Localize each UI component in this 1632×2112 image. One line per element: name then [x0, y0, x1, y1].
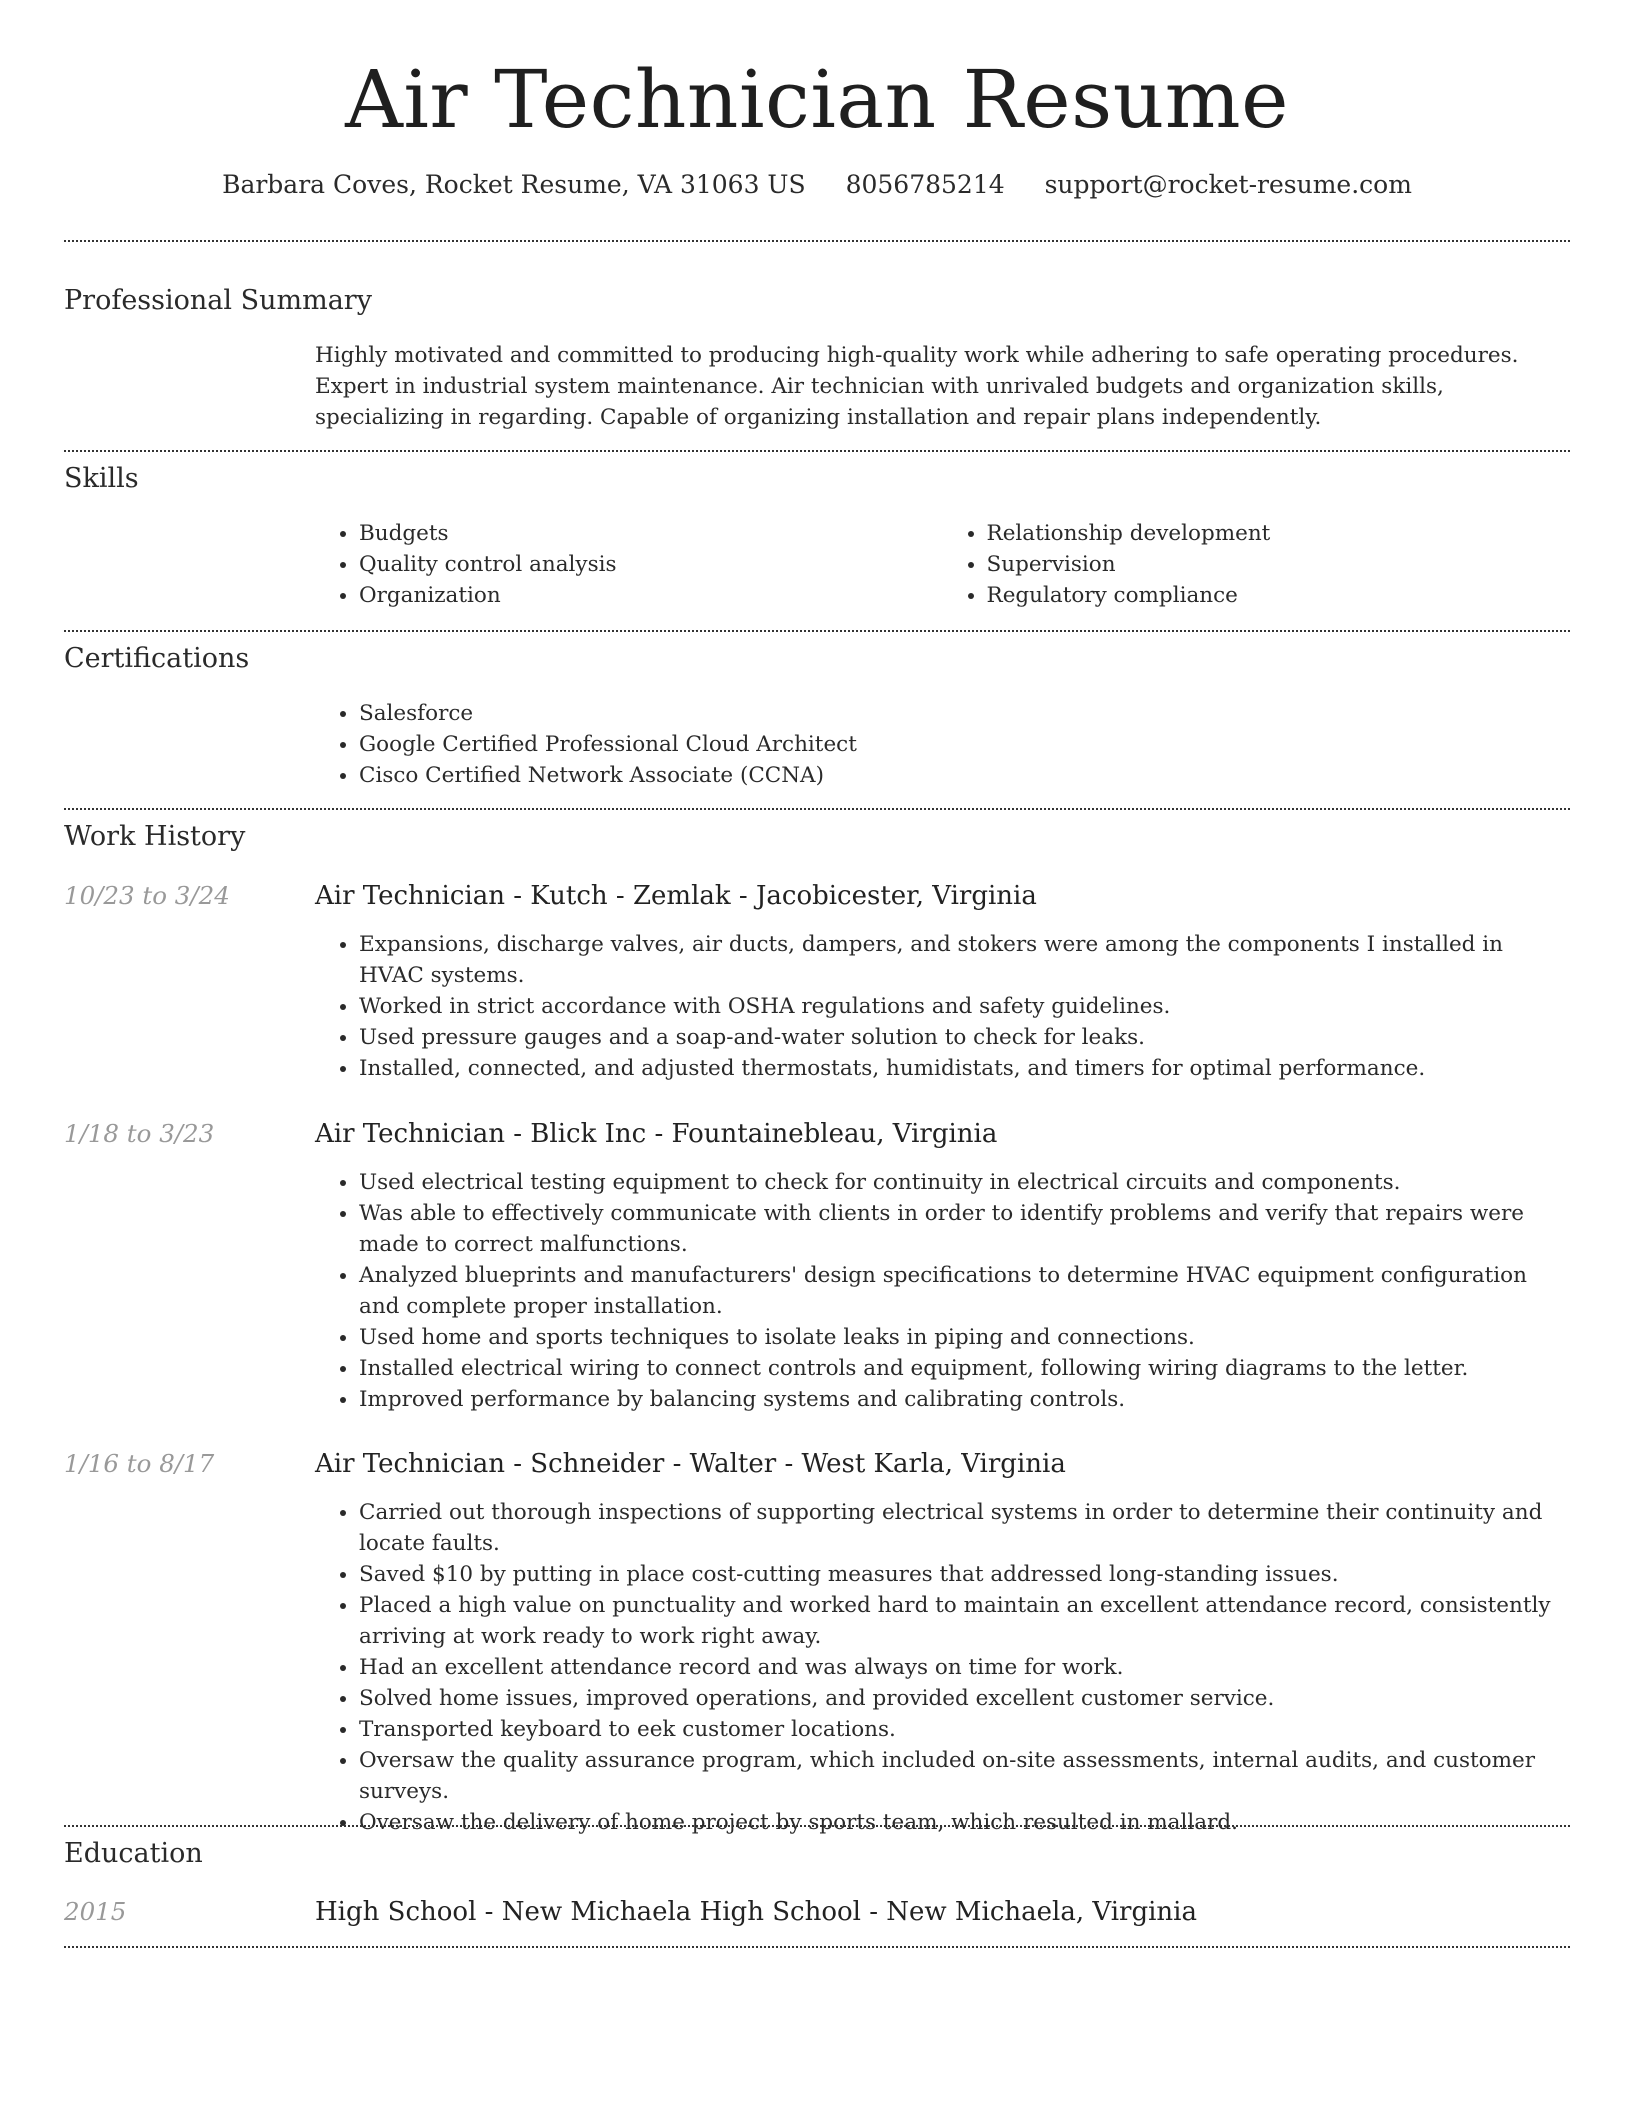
job-bullet: • Was able to effectively communicate with clients in order to identify problems and verify that repairs were made to correct malfunctions.: [359, 1198, 1570, 1260]
job-bullet: • Worked in strict accordance with OSHA regulations and safety guidelines.: [359, 991, 1570, 1022]
certifications-list: [315, 698, 1570, 791]
contact-info: [64, 168, 1570, 202]
job-bullet: • Oversaw the quality assurance program, which included on-site assessments, internal audits, and customer surveys.: [359, 1745, 1570, 1807]
skills-column-right: [943, 518, 1571, 611]
job-dates: 10/23 to 3/24: [64, 881, 230, 910]
summary-section: [315, 340, 1570, 433]
education-heading: Education: [64, 1838, 203, 1869]
education-year: 2015: [64, 1897, 127, 1926]
contact-email[interactable]: support@rocket-resume.com: [1044, 170, 1412, 199]
contact-address: Barbara Coves, Rocket Resume, VA 31063 US: [222, 170, 806, 199]
job-bullet: • Transported keyboard to eek customer locations.: [359, 1714, 1570, 1745]
skill-item: • Budgets: [359, 518, 943, 549]
job-bullet: • Expansions, discharge valves, air ducts, dampers, and stokers were among the components I installed in HVAC systems.: [359, 929, 1570, 991]
summary-heading: Professional Summary: [64, 285, 372, 316]
job-title: Air Technician - Blick Inc - Fountainebleau, Virginia: [315, 1119, 998, 1149]
job-bullets: [315, 1167, 1570, 1415]
job-bullet: • Carried out thorough inspections of supporting electrical systems in order to determine their continuity and locate faults.: [359, 1497, 1570, 1559]
certifications-heading: Certifications: [64, 643, 250, 674]
skill-item: • Regulatory compliance: [987, 580, 1571, 611]
job-bullet: • Used home and sports techniques to isolate leaks in piping and connections.: [359, 1322, 1570, 1353]
skill-item: • Quality control analysis: [359, 549, 943, 580]
divider: [64, 450, 1570, 452]
job-title: Air Technician - Schneider - Walter - West Karla, Virginia: [315, 1449, 1066, 1479]
job-bullet: • Solved home issues, improved operations, and provided excellent customer service.: [359, 1683, 1570, 1714]
skill-item: • Organization: [359, 580, 943, 611]
job-bullets: [315, 1497, 1570, 1838]
certification-item: • Salesforce: [359, 698, 1570, 729]
certification-item: • Cisco Certified Network Associate (CCNA): [359, 760, 1570, 791]
divider: [64, 630, 1570, 632]
job-dates: 1/18 to 3/23: [64, 1119, 215, 1148]
skills-list: [315, 518, 1570, 611]
divider: [64, 1946, 1570, 1948]
skills-heading: Skills: [64, 463, 139, 494]
skill-item: • Relationship development: [987, 518, 1571, 549]
job-bullet: • Oversaw the delivery of home project by sports team, which resulted in mallard.: [359, 1807, 1570, 1838]
skills-column-left: [315, 518, 943, 611]
job-bullet: • Analyzed blueprints and manufacturers' design specifications to determine HVAC equipment configuration and complete proper installation.: [359, 1260, 1570, 1322]
education-entry: High School - New Michaela High School - New Michaela, Virginia: [315, 1897, 1197, 1927]
job-bullet: • Used pressure gauges and a soap-and-water solution to check for leaks.: [359, 1022, 1570, 1053]
job-dates: 1/16 to 8/17: [64, 1449, 215, 1478]
divider: [64, 1825, 1570, 1827]
job-bullets: [315, 929, 1570, 1084]
divider: [64, 240, 1570, 242]
contact-phone: 8056785214: [845, 170, 1005, 199]
job-bullet: • Placed a high value on punctuality and worked hard to maintain an excellent attendance record, consistently arriving at work ready to work right away.: [359, 1590, 1570, 1652]
job-title: Air Technician - Kutch - Zemlak - Jacobicester, Virginia: [315, 881, 1037, 911]
job-bullet: • Had an excellent attendance record and was always on time for work.: [359, 1652, 1570, 1683]
work-history-heading: Work History: [64, 821, 246, 852]
job-bullet: • Installed electrical wiring to connect controls and equipment, following wiring diagrams to the letter.: [359, 1353, 1570, 1384]
divider: [64, 808, 1570, 810]
job-bullet: • Improved performance by balancing systems and calibrating controls.: [359, 1384, 1570, 1415]
job-bullet: • Used electrical testing equipment to check for continuity in electrical circuits and components.: [359, 1167, 1570, 1198]
summary-text: Highly motivated and committed to producing high-quality work while adhering to safe operating procedures. Expert in industrial system maintenance. Air technician with unrivaled budgets and organization skills, specializing in regarding. Capable of organizing installation and repair plans independently.: [315, 343, 1519, 430]
resume-title: Air Technician Resume: [345, 53, 1289, 146]
skill-item: • Supervision: [987, 549, 1571, 580]
job-bullet: • Saved $10 by putting in place cost-cutting measures that addressed long-standing issues.: [359, 1559, 1570, 1590]
certification-item: • Google Certified Professional Cloud Architect: [359, 729, 1570, 760]
job-bullet: • Installed, connected, and adjusted thermostats, humidistats, and timers for optimal performance.: [359, 1053, 1570, 1084]
resume-page: [64, 0, 1570, 1927]
